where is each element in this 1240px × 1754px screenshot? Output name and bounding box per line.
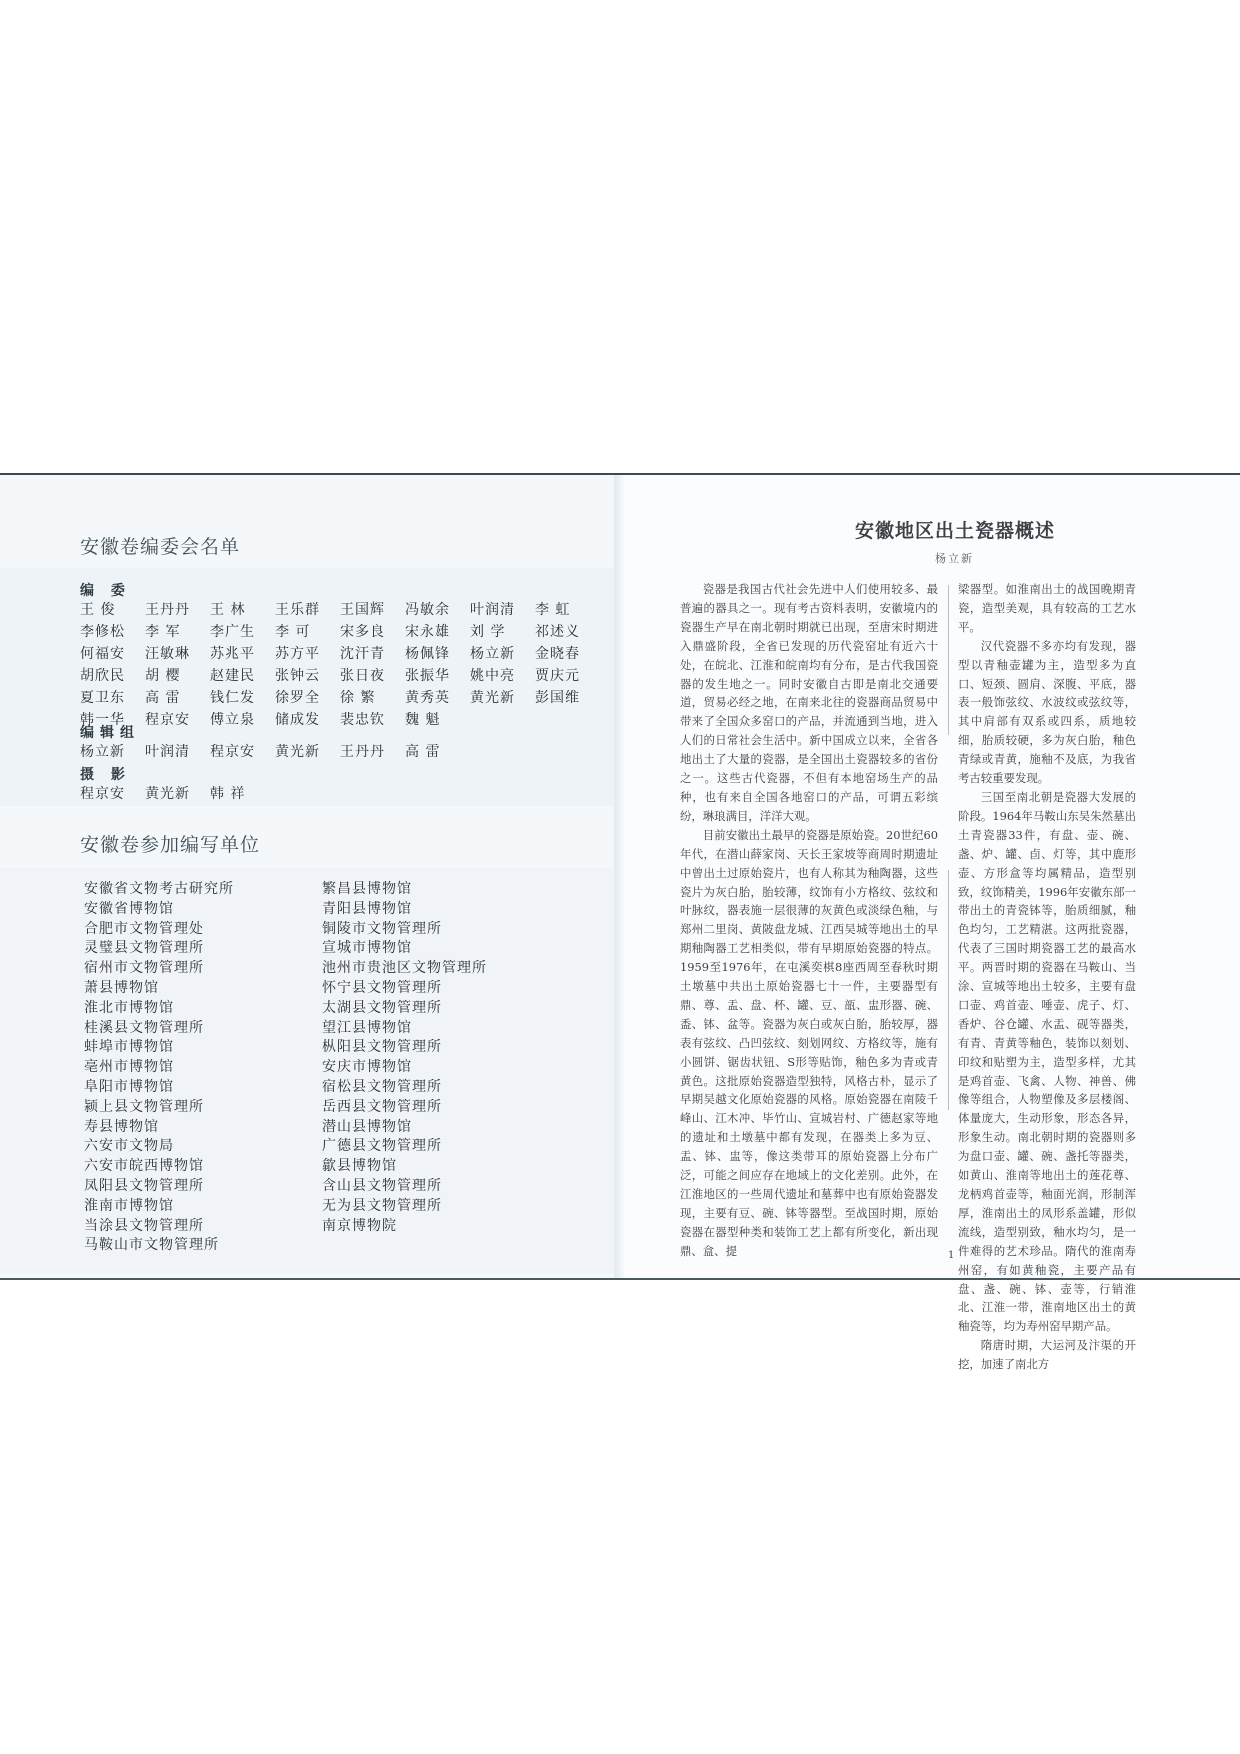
person-name: 胡欣民 [80,668,125,684]
unit-name: 潜山县博物馆 [322,1118,412,1135]
page-number: 1 [948,1250,955,1261]
person-name: 汪敏琳 [145,646,190,662]
person-name: 李 虹 [535,602,571,618]
person-name: 韩 祥 [210,786,246,802]
person-name: 王 俊 [80,602,116,618]
person-name: 韩一华 [80,712,125,728]
unit-name: 歙县博物馆 [322,1158,397,1175]
person-name: 祁述义 [535,624,580,640]
unit-name: 宿州市文物管理所 [84,960,204,977]
unit-name: 池州市贵池区文物管理所 [322,960,487,977]
unit-name: 亳州市博物馆 [84,1059,174,1076]
person-name: 沈汗青 [340,646,385,662]
person-name: 黄秀英 [405,690,450,706]
person-name: 李 可 [275,624,311,640]
person-name: 赵建民 [210,668,255,684]
unit-name: 安徽省博物馆 [84,900,174,917]
article-author: 杨立新 [935,552,974,565]
unit-name: 安徽省文物考古研究所 [84,881,234,897]
unit-name: 无为县文物管理所 [322,1197,442,1214]
unit-name: 凤阳县文物管理所 [84,1177,204,1194]
person-name: 魏 魁 [405,712,441,728]
unit-name: 蚌埠市博物馆 [84,1039,174,1056]
person-name: 李 军 [145,624,181,640]
person-name: 王丹丹 [145,602,190,618]
person-name: 傅立泉 [210,712,255,728]
person-name: 黄光新 [470,690,515,706]
person-name: 王丹丹 [340,744,385,760]
page-gutter [614,475,624,1278]
person-name: 程京安 [80,786,125,802]
person-name: 金晓春 [535,646,580,662]
unit-name: 萧县博物馆 [84,979,159,996]
person-name: 程京安 [210,744,255,760]
person-name: 宋永雄 [405,624,450,640]
unit-name: 怀宁县文物管理所 [322,979,442,996]
unit-name: 阜阳市博物馆 [84,1078,174,1095]
person-name: 程京安 [145,712,190,728]
person-name: 冯敏余 [405,602,450,618]
person-name: 杨立新 [470,646,515,662]
unit-name: 安庆市博物馆 [322,1059,412,1076]
person-name: 储成发 [275,712,320,728]
unit-name: 望江县博物馆 [322,1019,412,1036]
person-name: 徐罗全 [275,690,320,706]
article-paragraph: 梁器型。如淮南出土的战国晚期青瓷，造型美观，具有较高的工艺水平。 [958,582,1136,634]
person-name: 叶润清 [470,602,515,618]
person-name: 王乐群 [275,602,320,618]
unit-name: 六安市文物局 [84,1138,174,1155]
article-paragraph: 隋唐时期，大运河及汴渠的开挖，加速了南北方 [958,1338,1136,1372]
unit-name: 桂溪县文物管理所 [84,1019,204,1036]
person-name: 贾庆元 [535,668,580,684]
person-name: 宋多良 [340,624,385,640]
person-name: 王 林 [210,602,246,618]
person-name: 夏卫东 [80,690,125,706]
editorial-group-list [80,742,600,762]
editorial-group-label: 编辑组 [80,725,140,741]
person-name: 苏方平 [275,646,320,662]
person-name: 黄光新 [275,744,320,760]
committee-title: 安徽卷编委会名单 [80,536,241,558]
article-column-2 [958,580,1136,1374]
column-divider-upper [948,585,949,735]
unit-name: 含山县文物管理所 [322,1177,442,1194]
person-name: 高 雷 [145,690,181,706]
article-paragraph: 瓷器是我国古代社会先进中人们使用较多、最普遍的器具之一。现有考古资料表明，安徽境内的瓷器生产早在南北朝时期就已出现，至唐宋时期进入鼎盛阶段，全省已发现的历代瓷窑址有近六十处，在皖北、江淮和皖南均有分布，是古代我国瓷器的发生地之一。同时安徽自古即是南北交通要道，贸易必经之地，在南来北往的瓷器商品贸易中带来了全国众多窑口的产品，并流通到当地，进入人们的日常社会生活中。新中国成立以来，全省各地出土了大量的瓷器，是全国出土瓷器较多的省份之一。这些古代瓷器，不但有本地窑场生产的品种，也有来自全国各地窑口的产品，可谓五彩缤纷，琳琅满目，洋洋大观。 [680,582,938,823]
unit-name: 铜陵市文物管理所 [322,920,442,937]
person-name: 李修松 [80,624,125,640]
unit-name: 广德县文物管理所 [322,1138,442,1155]
unit-name: 灵璧县文物管理所 [84,940,204,957]
article-paragraph: 目前安徽出土最早的瓷器是原始瓷。20世纪60年代，在潜山薛家岗、天长王家坡等商周时期遗址中曾出土过原始瓷片，也有人称其为釉陶器，这些瓷片为灰白胎，胎较薄，纹饰有小方格纹、弦纹和叶脉纹，器表施一层很薄的灰黄色或淡绿色釉，与郑州二里岗、黄陂盘龙城、江西吴城等地出土的早期釉陶器工艺相类似，带有早期原始瓷器的特点。1959至1976年，在屯溪奕棋8座西周至春秋时期土墩墓中共出土原始瓷器七十一件，主要器型有鼎、尊、盂、盘、杯、罐、豆、瓿、盅形器、碗、盉、钵、盆等。瓷器为灰白或灰白胎，胎较厚，器表有弦纹、凸凹弦纹、刻划网纹、方格纹等，施有小圆饼、锯齿状钮、S形等贴饰，釉色多为青或青黄色。这批原始瓷器造型独特，风格古朴，显示了早期吴越文化原始瓷器的风格。原始瓷器在南陵千峰山、江木冲、毕竹山、宣城岩村、广德赵家等地的遗址和土墩墓中都有发现，在器类上多为豆、盂、钵、盅等，像这类带耳的原始瓷器上分布广泛，可能之间应存在地域上的文化差别。此外，在江淮地区的一些周代遗址和墓葬中也有原始瓷器发现，主要有豆、碗、钵等器型。至战国时期，原始瓷器在器型种类和装饰工艺上都有所变化，新出现鼎、盒、提 [680,827,938,1258]
person-name: 刘 学 [470,624,506,640]
article-paragraph: 三国至南北朝是瓷器大发展的阶段。1964年马鞍山东吴朱然墓出土青瓷器33件，有盘、壶、碗、盏、炉、罐、卣、灯等，其中鹿形壶、方形盒等均属精品，造型别致，纹饰精美，1996年安徽东部一带出土的青瓷钵等，胎质细腻，釉色均匀，工艺精湛。这两批瓷器，代表了三国时期瓷器工艺的最高水平。两晋时期的瓷器在马鞍山、当涂、宣城等地出土较多，主要有盘口壶、鸡首壶、唾壶、虎子、灯、香炉、谷仓罐、水盂、砚等器类，有青、青黄等釉色，装饰以刻划、印纹和贴塑为主，造型多样，尤其是鸡首壶、飞禽、人物、神兽、佛像等组合，人物塑像及多层楼阁、体量庞大，生动形象，形态各异，形象生动。南北朝时期的瓷器则多为盘口壶、罐、碗、盏托等器类，如黄山、淮南等地出土的莲花尊、龙柄鸡首壶等，釉面光润，形制浑厚，淮南出土的凤形系盖罐，形似流线，造型别致，釉水均匀，是一件难得的艺术珍品。隋代的淮南寿州窑，有如黄釉瓷，主要产品有盘、盏、碗、钵、壶等，行销淮北、江淮一带，淮南地区出土的黄釉瓷等，均为寿州窑早期产品。 [958,789,1136,1334]
person-name: 姚中亮 [470,668,515,684]
photography-list [80,784,600,804]
unit-name: 宣城市博物馆 [322,940,412,957]
unit-name: 当涂县文物管理所 [84,1217,204,1234]
unit-name: 合肥市文物管理处 [84,920,204,937]
photography-label: 摄 影 [80,767,131,783]
unit-name: 马鞍山市文物管理所 [84,1237,219,1254]
unit-name: 颍上县文物管理所 [84,1098,204,1115]
person-name: 李广生 [210,624,255,640]
person-name: 张振华 [405,668,450,684]
top-page-edge [0,473,1240,475]
column-divider-lower [948,870,949,1110]
person-name: 杨佩锋 [405,646,450,662]
person-name: 钱仁发 [210,690,255,706]
unit-name: 六安市皖西博物馆 [84,1158,204,1175]
unit-name: 寿县博物馆 [84,1118,159,1135]
units-column-right [322,880,487,1236]
person-name: 胡 樱 [145,668,181,684]
person-name: 叶润清 [145,744,190,760]
unit-name: 太湖县文物管理所 [322,999,442,1016]
unit-name: 枞阳县文物管理所 [322,1039,442,1056]
article-title: 安徽地区出土瓷器概述 [855,520,1056,542]
unit-name: 宿松县文物管理所 [322,1078,442,1095]
unit-name: 岳西县文物管理所 [322,1098,442,1115]
person-name: 彭国维 [535,690,580,706]
person-name: 苏兆平 [210,646,255,662]
article-paragraph: 汉代瓷器不多亦均有发现，器型以青釉壶罐为主，造型多为直口、短颈、圆肩、深腹、平底，器表一般饰弦纹、水波纹或弦纹等，其中肩部有双系或四系，质地较细，胎质较硬，多为灰白胎，釉色青绿或青黄，施釉不及底，为我省考古较重要发现。 [958,638,1136,786]
editors-label: 编 委 [80,583,131,599]
person-name: 徐 繁 [340,690,376,706]
person-name: 王国辉 [340,602,385,618]
unit-name: 淮南市博物馆 [84,1197,174,1214]
editors-list [80,600,600,730]
person-name: 裴忠钦 [340,712,385,728]
person-name: 杨立新 [80,744,125,760]
units-title: 安徽卷参加编写单位 [80,834,261,856]
person-name: 张钟云 [275,668,320,684]
unit-name: 淮北市博物馆 [84,999,174,1016]
units-column-left [84,880,234,1256]
person-name: 黄光新 [145,786,190,802]
unit-name: 青阳县博物馆 [322,900,412,917]
person-name: 高 雷 [405,744,441,760]
person-name: 何福安 [80,646,125,662]
unit-name: 南京博物院 [322,1217,397,1234]
person-name: 张日夜 [340,668,385,684]
article-column-1 [680,580,938,1261]
unit-name: 繁昌县博物馆 [322,881,412,897]
